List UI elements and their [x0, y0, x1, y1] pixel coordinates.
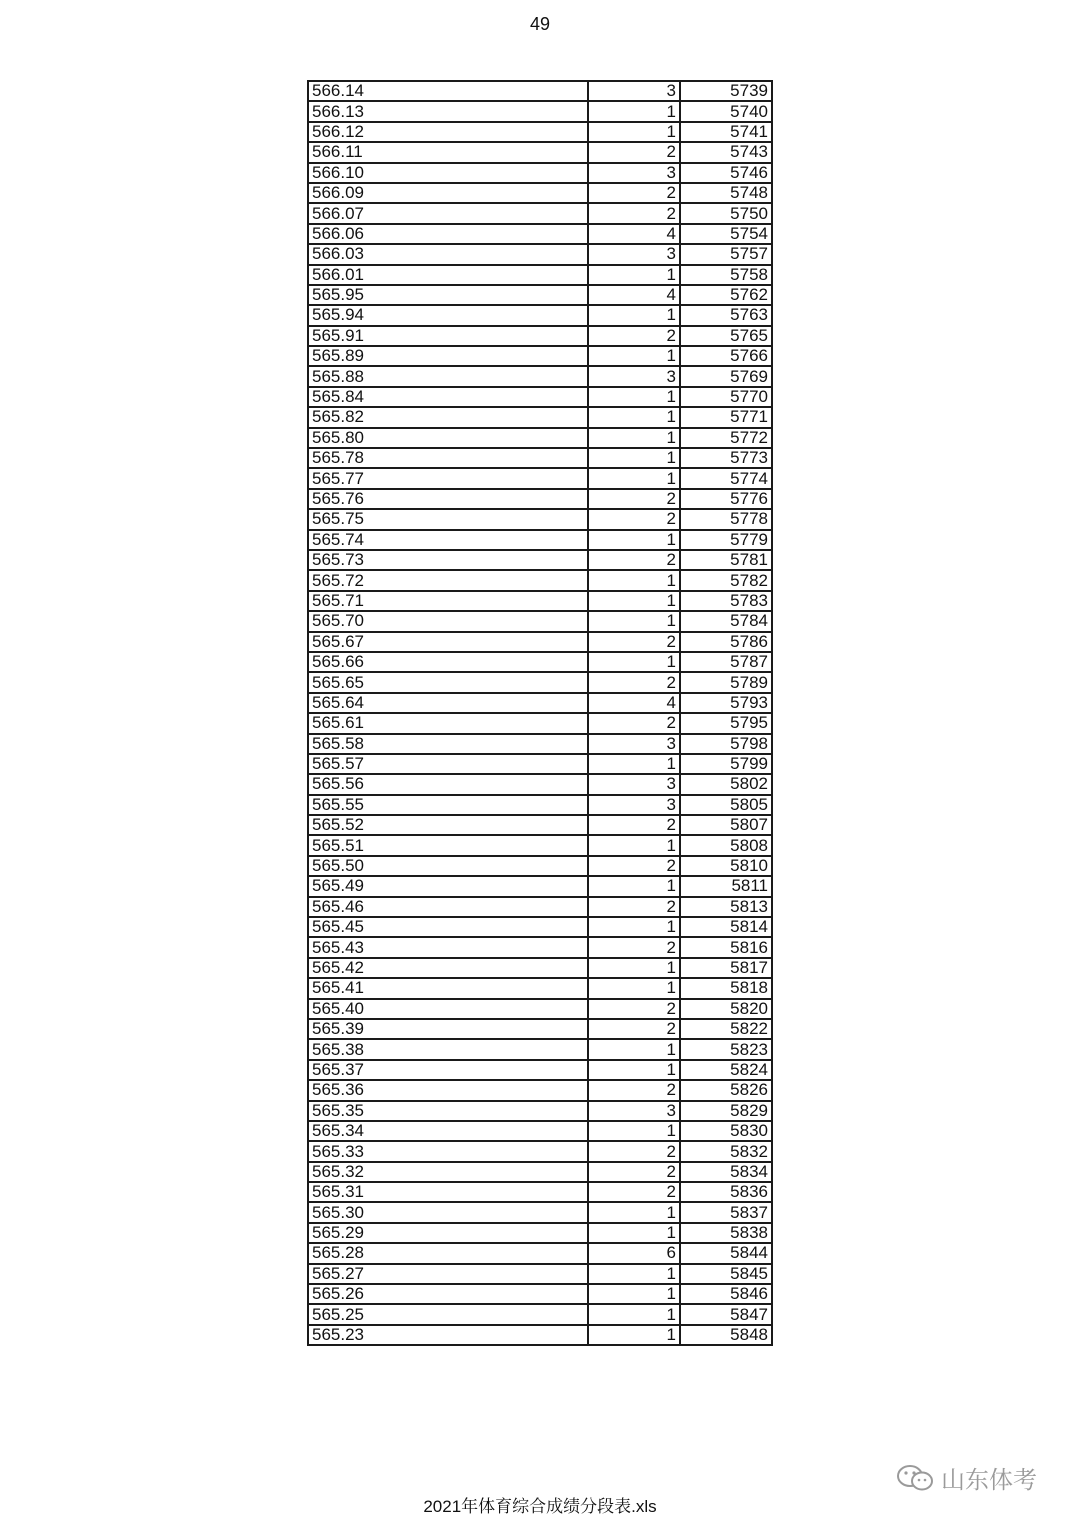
score-cell: 565.35: [308, 1101, 588, 1121]
table-row: [308, 734, 772, 754]
score-cell: 565.38: [308, 1039, 588, 1059]
score-cell: 565.52: [308, 815, 588, 835]
table-row: [308, 754, 772, 774]
cumulative-cell: 5814: [680, 917, 772, 937]
score-cell: 566.01: [308, 265, 588, 285]
score-cell: 565.46: [308, 897, 588, 917]
score-cell: 565.25: [308, 1304, 588, 1324]
cumulative-cell: 5743: [680, 142, 772, 162]
table-row: [308, 570, 772, 590]
count-cell: 1: [588, 346, 680, 366]
score-cell: 565.49: [308, 876, 588, 896]
table-row: [308, 1080, 772, 1100]
count-cell: 3: [588, 244, 680, 264]
cumulative-cell: 5746: [680, 163, 772, 183]
table-row: [308, 693, 772, 713]
count-cell: 1: [588, 407, 680, 427]
table-row: [308, 958, 772, 978]
count-cell: 1: [588, 1264, 680, 1284]
score-cell: 565.30: [308, 1202, 588, 1222]
score-cell: 566.07: [308, 203, 588, 223]
cumulative-cell: 5816: [680, 937, 772, 957]
count-cell: 1: [588, 1223, 680, 1243]
cumulative-cell: 5781: [680, 550, 772, 570]
table-row: [308, 1141, 772, 1161]
count-cell: 2: [588, 203, 680, 223]
table-row: [308, 652, 772, 672]
cumulative-cell: 5826: [680, 1080, 772, 1100]
count-cell: 2: [588, 1141, 680, 1161]
score-cell: 565.89: [308, 346, 588, 366]
score-cell: 565.56: [308, 774, 588, 794]
count-cell: 2: [588, 1162, 680, 1182]
count-cell: 2: [588, 713, 680, 733]
count-cell: 1: [588, 876, 680, 896]
score-cell: 565.42: [308, 958, 588, 978]
table-row: [308, 509, 772, 529]
count-cell: 3: [588, 1101, 680, 1121]
table-row: [308, 937, 772, 957]
count-cell: 1: [588, 1039, 680, 1059]
count-cell: 2: [588, 672, 680, 692]
score-cell: 565.88: [308, 366, 588, 386]
count-cell: 1: [588, 122, 680, 142]
cumulative-cell: 5805: [680, 795, 772, 815]
table-row: [308, 1182, 772, 1202]
cumulative-cell: 5773: [680, 448, 772, 468]
score-cell: 565.95: [308, 285, 588, 305]
table-row: [308, 265, 772, 285]
score-cell: 565.94: [308, 305, 588, 325]
score-cell: 565.76: [308, 489, 588, 509]
cumulative-cell: 5741: [680, 122, 772, 142]
table-row: [308, 1039, 772, 1059]
table-row: [308, 876, 772, 896]
count-cell: 1: [588, 1304, 680, 1324]
table-row: [308, 632, 772, 652]
score-cell: 565.41: [308, 978, 588, 998]
score-cell: 565.29: [308, 1223, 588, 1243]
cumulative-cell: 5754: [680, 224, 772, 244]
cumulative-cell: 5740: [680, 101, 772, 121]
score-cell: 566.09: [308, 183, 588, 203]
page-number: 49: [529, 14, 551, 34]
score-cell: 566.12: [308, 122, 588, 142]
cumulative-cell: 5817: [680, 958, 772, 978]
count-cell: 4: [588, 224, 680, 244]
score-cell: 565.75: [308, 509, 588, 529]
table-row: [308, 285, 772, 305]
table-row: [308, 1243, 772, 1263]
count-cell: 3: [588, 795, 680, 815]
watermark-text: 山东体考: [941, 1467, 1037, 1494]
count-cell: 1: [588, 652, 680, 672]
count-cell: 1: [588, 1284, 680, 1304]
table-row: [308, 550, 772, 570]
count-cell: 2: [588, 489, 680, 509]
table-row: [308, 672, 772, 692]
count-cell: 2: [588, 142, 680, 162]
count-cell: 1: [588, 1060, 680, 1080]
score-cell: 565.27: [308, 1264, 588, 1284]
table-row: [308, 1304, 772, 1324]
cumulative-cell: 5739: [680, 81, 772, 101]
score-cell: 565.58: [308, 734, 588, 754]
cumulative-cell: 5810: [680, 856, 772, 876]
cumulative-cell: 5837: [680, 1202, 772, 1222]
count-cell: 1: [588, 591, 680, 611]
score-cell: 565.77: [308, 468, 588, 488]
score-cell: 565.37: [308, 1060, 588, 1080]
count-cell: 1: [588, 1202, 680, 1222]
table-row: [308, 387, 772, 407]
count-cell: 2: [588, 897, 680, 917]
cumulative-cell: 5770: [680, 387, 772, 407]
score-cell: 565.61: [308, 713, 588, 733]
table-row: [308, 1202, 772, 1222]
table-row: [308, 815, 772, 835]
count-cell: 4: [588, 285, 680, 305]
count-cell: 2: [588, 509, 680, 529]
count-cell: 2: [588, 856, 680, 876]
score-cell: 565.45: [308, 917, 588, 937]
cumulative-cell: 5786: [680, 632, 772, 652]
table-row: [308, 101, 772, 121]
score-cell: 565.40: [308, 999, 588, 1019]
score-cell: 566.10: [308, 163, 588, 183]
score-cell: 565.31: [308, 1182, 588, 1202]
count-cell: 2: [588, 937, 680, 957]
cumulative-cell: 5748: [680, 183, 772, 203]
table-row: [308, 448, 772, 468]
score-cell: 565.65: [308, 672, 588, 692]
count-cell: 1: [588, 448, 680, 468]
count-cell: 1: [588, 265, 680, 285]
table-row: [308, 1101, 772, 1121]
score-cell: 565.28: [308, 1243, 588, 1263]
score-cell: 565.43: [308, 937, 588, 957]
count-cell: 3: [588, 774, 680, 794]
cumulative-cell: 5845: [680, 1264, 772, 1284]
count-cell: 6: [588, 1243, 680, 1263]
table-row: [308, 530, 772, 550]
score-cell: 565.82: [308, 407, 588, 427]
table-row: [308, 1060, 772, 1080]
table-row: [308, 122, 772, 142]
cumulative-cell: 5776: [680, 489, 772, 509]
count-cell: 1: [588, 611, 680, 631]
score-cell: 565.84: [308, 387, 588, 407]
cumulative-cell: 5818: [680, 978, 772, 998]
watermark: [895, 1460, 1037, 1495]
table-row: [308, 591, 772, 611]
score-cell: 565.64: [308, 693, 588, 713]
cumulative-cell: 5795: [680, 713, 772, 733]
count-cell: 1: [588, 305, 680, 325]
score-cell: 566.03: [308, 244, 588, 264]
cumulative-cell: 5779: [680, 530, 772, 550]
cumulative-cell: 5824: [680, 1060, 772, 1080]
table-row: [308, 468, 772, 488]
cumulative-cell: 5807: [680, 815, 772, 835]
cumulative-cell: 5813: [680, 897, 772, 917]
table-row: [308, 407, 772, 427]
cumulative-cell: 5836: [680, 1182, 772, 1202]
cumulative-cell: 5847: [680, 1304, 772, 1324]
cumulative-cell: 5798: [680, 734, 772, 754]
cumulative-cell: 5765: [680, 326, 772, 346]
table-row: [308, 81, 772, 101]
score-cell: 565.67: [308, 632, 588, 652]
table-row: [308, 346, 772, 366]
cumulative-cell: 5822: [680, 1019, 772, 1039]
count-cell: 3: [588, 81, 680, 101]
cumulative-cell: 5793: [680, 693, 772, 713]
table-row: [308, 917, 772, 937]
table-row: [308, 795, 772, 815]
table-row: [308, 611, 772, 631]
table-row: [308, 224, 772, 244]
count-cell: 2: [588, 550, 680, 570]
table-row: [308, 305, 772, 325]
table-row: [308, 1264, 772, 1284]
table-row: [308, 142, 772, 162]
cumulative-cell: 5784: [680, 611, 772, 631]
score-cell: 566.06: [308, 224, 588, 244]
cumulative-cell: 5848: [680, 1325, 772, 1345]
table-row: [308, 897, 772, 917]
count-cell: 1: [588, 428, 680, 448]
count-cell: 1: [588, 1325, 680, 1345]
count-cell: 2: [588, 1182, 680, 1202]
count-cell: 1: [588, 387, 680, 407]
table-row: [308, 183, 772, 203]
cumulative-cell: 5832: [680, 1141, 772, 1161]
score-cell: 565.33: [308, 1141, 588, 1161]
score-cell: 565.51: [308, 835, 588, 855]
count-cell: 2: [588, 326, 680, 346]
table-row: [308, 428, 772, 448]
table-row: [308, 366, 772, 386]
score-cell: 566.13: [308, 101, 588, 121]
cumulative-cell: 5772: [680, 428, 772, 448]
score-cell: 565.32: [308, 1162, 588, 1182]
cumulative-cell: 5789: [680, 672, 772, 692]
score-cell: 565.55: [308, 795, 588, 815]
cumulative-cell: 5758: [680, 265, 772, 285]
score-cell: 565.71: [308, 591, 588, 611]
cumulative-cell: 5763: [680, 305, 772, 325]
count-cell: 1: [588, 1121, 680, 1141]
score-cell: 565.57: [308, 754, 588, 774]
score-cell: 565.34: [308, 1121, 588, 1141]
score-cell: 565.39: [308, 1019, 588, 1039]
score-cell: 565.78: [308, 448, 588, 468]
count-cell: 2: [588, 1019, 680, 1039]
score-cell: 565.36: [308, 1080, 588, 1100]
table-row: [308, 326, 772, 346]
cumulative-cell: 5844: [680, 1243, 772, 1263]
count-cell: 4: [588, 693, 680, 713]
cumulative-cell: 5762: [680, 285, 772, 305]
table-row: [308, 203, 772, 223]
count-cell: 2: [588, 815, 680, 835]
table-row: [308, 489, 772, 509]
count-cell: 1: [588, 530, 680, 550]
cumulative-cell: 5782: [680, 570, 772, 590]
score-cell: 565.26: [308, 1284, 588, 1304]
cumulative-cell: 5774: [680, 468, 772, 488]
cumulative-cell: 5771: [680, 407, 772, 427]
cumulative-cell: 5783: [680, 591, 772, 611]
table-row: [308, 1284, 772, 1304]
score-cell: 565.73: [308, 550, 588, 570]
cumulative-cell: 5829: [680, 1101, 772, 1121]
score-cell: 566.14: [308, 81, 588, 101]
score-cell: 565.74: [308, 530, 588, 550]
score-cell: 565.72: [308, 570, 588, 590]
count-cell: 1: [588, 917, 680, 937]
score-cell: 565.23: [308, 1325, 588, 1345]
count-cell: 1: [588, 754, 680, 774]
cumulative-cell: 5769: [680, 366, 772, 386]
table-row: [308, 835, 772, 855]
cumulative-cell: 5787: [680, 652, 772, 672]
score-cell: 565.66: [308, 652, 588, 672]
count-cell: 1: [588, 958, 680, 978]
count-cell: 1: [588, 835, 680, 855]
cumulative-cell: 5823: [680, 1039, 772, 1059]
table-body: [308, 81, 772, 1345]
cumulative-cell: 5802: [680, 774, 772, 794]
table-row: [308, 978, 772, 998]
table-row: [308, 856, 772, 876]
table-row: [308, 1325, 772, 1345]
count-cell: 1: [588, 468, 680, 488]
score-cell: 565.70: [308, 611, 588, 631]
score-cell: 565.91: [308, 326, 588, 346]
count-cell: 3: [588, 366, 680, 386]
cumulative-cell: 5838: [680, 1223, 772, 1243]
table-row: [308, 1121, 772, 1141]
table-row: [308, 163, 772, 183]
count-cell: 2: [588, 1080, 680, 1100]
count-cell: 1: [588, 570, 680, 590]
table-row: [308, 999, 772, 1019]
count-cell: 2: [588, 632, 680, 652]
cumulative-cell: 5778: [680, 509, 772, 529]
cumulative-cell: 5811: [680, 876, 772, 896]
count-cell: 1: [588, 978, 680, 998]
cumulative-cell: 5808: [680, 835, 772, 855]
score-cell: 566.11: [308, 142, 588, 162]
score-distribution-table: [307, 80, 773, 1346]
table-row: [308, 1223, 772, 1243]
table-row: [308, 244, 772, 264]
cumulative-cell: 5820: [680, 999, 772, 1019]
count-cell: 2: [588, 183, 680, 203]
table-row: [308, 1162, 772, 1182]
footer-filename: 2021年体育综合成绩分段表.xls: [423, 1497, 657, 1516]
cumulative-cell: 5766: [680, 346, 772, 366]
score-cell: 565.50: [308, 856, 588, 876]
table-row: [308, 713, 772, 733]
count-cell: 3: [588, 163, 680, 183]
score-cell: 565.80: [308, 428, 588, 448]
wechat-icon: [895, 1463, 935, 1493]
cumulative-cell: 5834: [680, 1162, 772, 1182]
count-cell: 3: [588, 734, 680, 754]
cumulative-cell: 5799: [680, 754, 772, 774]
count-cell: 1: [588, 101, 680, 121]
cumulative-cell: 5830: [680, 1121, 772, 1141]
table-row: [308, 774, 772, 794]
cumulative-cell: 5846: [680, 1284, 772, 1304]
cumulative-cell: 5750: [680, 203, 772, 223]
cumulative-cell: 5757: [680, 244, 772, 264]
count-cell: 2: [588, 999, 680, 1019]
table-row: [308, 1019, 772, 1039]
